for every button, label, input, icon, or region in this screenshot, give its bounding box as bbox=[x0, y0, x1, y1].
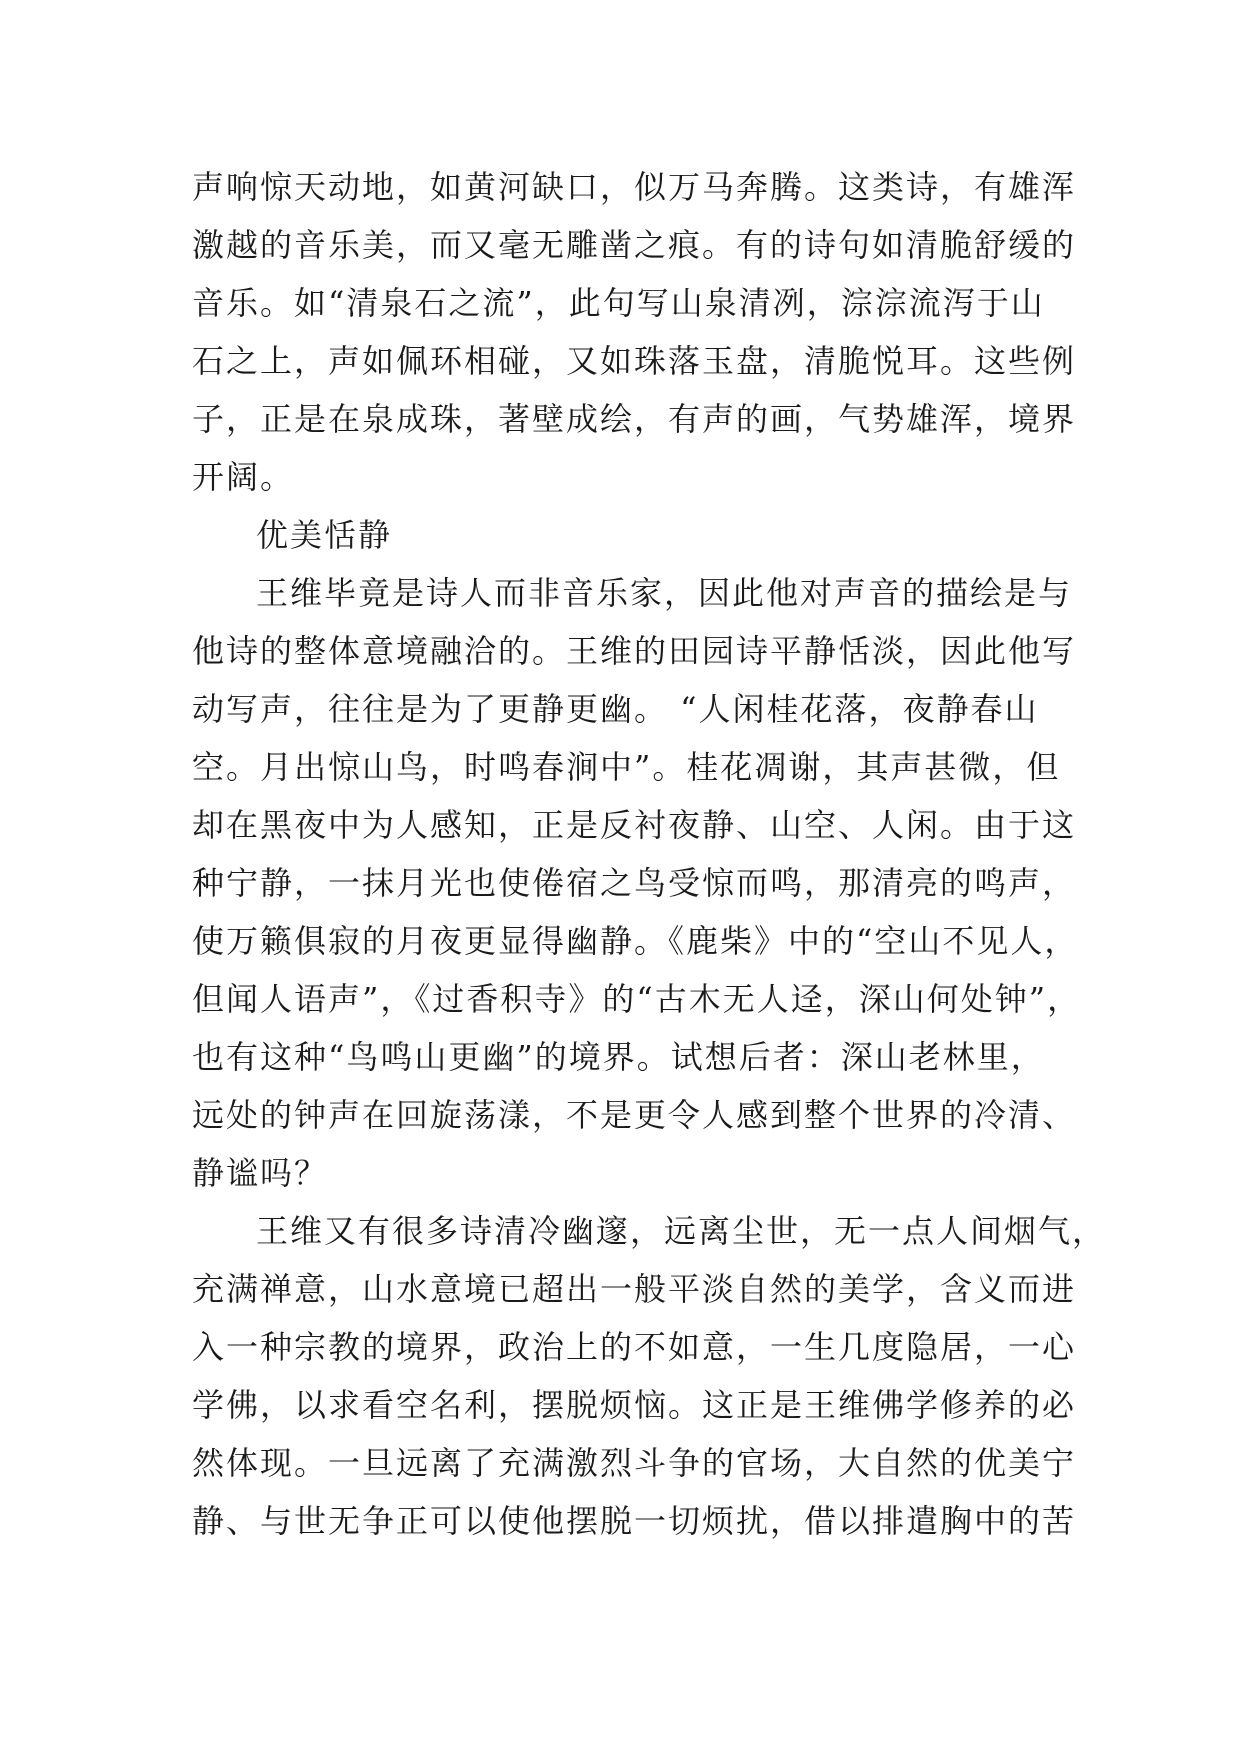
text-line: 充满禅意，山水意境已超出一般平淡自然的美学，含义而进 bbox=[192, 1270, 1077, 1308]
text-line: 但闻人语声”，《过香积寺》的“古木无人迳，深山何处钟”， bbox=[192, 980, 1082, 1018]
text-line: 空。月出惊山鸟，时鸣春涧中”。桂花凋谢，其声甚微，但 bbox=[192, 748, 1061, 786]
text-line: 他诗的整体意境融洽的。王维的田园诗平静恬淡，因此他写 bbox=[192, 632, 1077, 670]
text-line: 王维毕竟是诗人而非音乐家，因此他对声音的描绘是与 bbox=[256, 574, 1073, 612]
text-line: 激越的音乐美，而又毫无雕凿之痕。有的诗句如清脆舒缓的 bbox=[192, 226, 1077, 264]
body-text bbox=[192, 158, 1107, 1550]
text-line: 子，正是在泉成珠，著壁成绘，有声的画，气势雄浑，境界 bbox=[192, 400, 1077, 438]
text-line: 种宁静，一抹月光也使倦宿之鸟受惊而鸣，那清亮的鸣声， bbox=[192, 864, 1077, 902]
section-heading: 优美恬静 bbox=[256, 516, 393, 554]
text-line: 王维又有很多诗清冷幽邃，远离尘世，无一点人间烟气， bbox=[256, 1212, 1107, 1250]
text-line: 静、与世无争正可以使他摆脱一切烦扰，借以排遣胸中的苦 bbox=[192, 1502, 1077, 1540]
text-line: 静谧吗？ bbox=[192, 1154, 329, 1192]
text-line: 却在黑夜中为人感知，正是反衬夜静、山空、人闲。由于这 bbox=[192, 806, 1077, 844]
text-line: 也有这种“鸟鸣山更幽”的境界。试想后者：深山老林里， bbox=[192, 1038, 1045, 1076]
text-line: 然体现。一旦远离了充满激烈斗争的官场，大自然的优美宁 bbox=[192, 1444, 1077, 1482]
text-line: 入一种宗教的境界，政治上的不如意，一生几度隐居，一心 bbox=[192, 1328, 1077, 1366]
text-line: 音乐。如“清泉石之流”，此句写山泉清冽，淙淙流泻于山 bbox=[192, 284, 1045, 322]
text-line: 学佛，以求看空名利，摆脱烦恼。这正是王维佛学修养的必 bbox=[192, 1386, 1077, 1424]
text-line: 使万籁俱寂的月夜更显得幽静。《鹿柴》中的“空山不见人， bbox=[192, 922, 1079, 960]
text-line: 动写声，往往是为了更静更幽。 “人闲桂花落，夜静春山 bbox=[192, 690, 1039, 728]
text-line: 远处的钟声在回旋荡漾，不是更令人感到整个世界的冷清、 bbox=[192, 1096, 1077, 1134]
text-line: 石之上，声如佩环相碰，又如珠落玉盘，清脆悦耳。这些例 bbox=[192, 342, 1077, 380]
text-line: 开阔。 bbox=[192, 458, 295, 496]
text-line: 声响惊天动地，如黄河缺口，似万马奔腾。这类诗，有雄浑 bbox=[192, 168, 1077, 206]
